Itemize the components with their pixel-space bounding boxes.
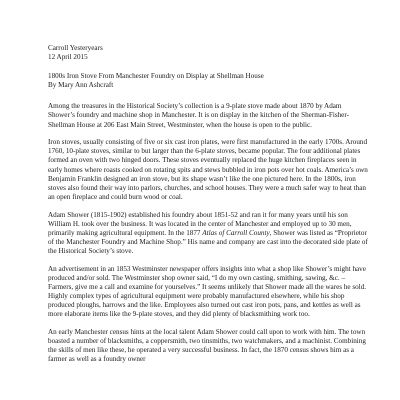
publication-name: Carroll Yesteryears: [48, 44, 103, 52]
paragraph-3: [48, 211, 368, 256]
atlas-citation: Atlas of Carroll County: [202, 228, 270, 237]
paragraph-1: Among the treasures in the Historical Society’s collection is a 9-plate stove made about 1870 by Adam Shower’s foundry and machine shop in Manchester. It is on display in the kitchen of the Sherman-Fisher-Shellman House at 206 East Main Street, Westminster, when the house is open to the public.: [48, 102, 349, 129]
document-header: [48, 44, 368, 62]
article-heading: [48, 72, 368, 90]
article-byline: By Mary Ann Ashcraft: [48, 81, 114, 90]
publication-date: 12 April 2015: [48, 53, 88, 62]
article-title: 1800s Iron Stove From Manchester Foundry on Display at Shellman House: [48, 72, 264, 81]
paragraph-4: An advertisement in an 1853 Westminster newspaper offers insights into what a shop like Shower’s might have produced and/or sold. The Westminster shop owner said, “I do my own casting, smithing, sawing, &c. – Farmers, give me a call and examine for yourselves.” It seems unlikely that Shower made all the wares he sold. Highly complex types of agricultural equipment were probably manufactured elsewhere, while his shop produced ploughs, harrows and the like. Employees also turned out cast iron pots, pans, and kettles as well as more elaborate items like the 9-plate stoves, and they did plenty of blacksmithing work too.: [48, 264, 367, 319]
paragraph-2: Iron stoves, usually consisting of five or six cast iron plates, were first manufactured in the early 1700s. Around 1760, 10-plate stoves, similar to but larger than the 6-plate stoves, became popular. The four additional plates formed an oven with two hinged doors. These stoves eventually replaced the huge kitchen fireplaces seen in early homes where roasts cooked on rotating spits and stews bubbled in iron pots over hot coals. America’s own Benjamin Franklin designed an iron stove, but its shape wasn’t like the one pictured here. In the 1800s, iron stoves also found their way into parlors, churches, and school houses. They were a much safer way to heat than an open fireplace and could burn wood or coal.: [48, 138, 368, 201]
paragraph-5: An early Manchester census hints at the local talent Adam Shower could call upon to work with him. The town boasted a number of blacksmiths, a coppersmith, two tinsmiths, two watchmakers, and a machinist. Combining the skills of men like these, he operated a very successful business. In fact, the 1870 census shows him as a farmer as well as a foundry owner: [48, 327, 366, 363]
document-page: [48, 44, 368, 364]
paragraph-3-text-start: Adam Shower (1815-1902) established his foundry about 1851-52 and ran it for many years until his son William H. took over the business. It was located in the center of Manchester and employed up to 30 men, primarily making agricultural equipment. In the 1877: [48, 210, 352, 237]
paragraph-3-text-end: , Shower was listed as “Proprietor of the Manchester Foundry and Machine Shop.” His name and company are cast into the decorated side plate of the Historical Society’s stove.: [48, 228, 368, 255]
